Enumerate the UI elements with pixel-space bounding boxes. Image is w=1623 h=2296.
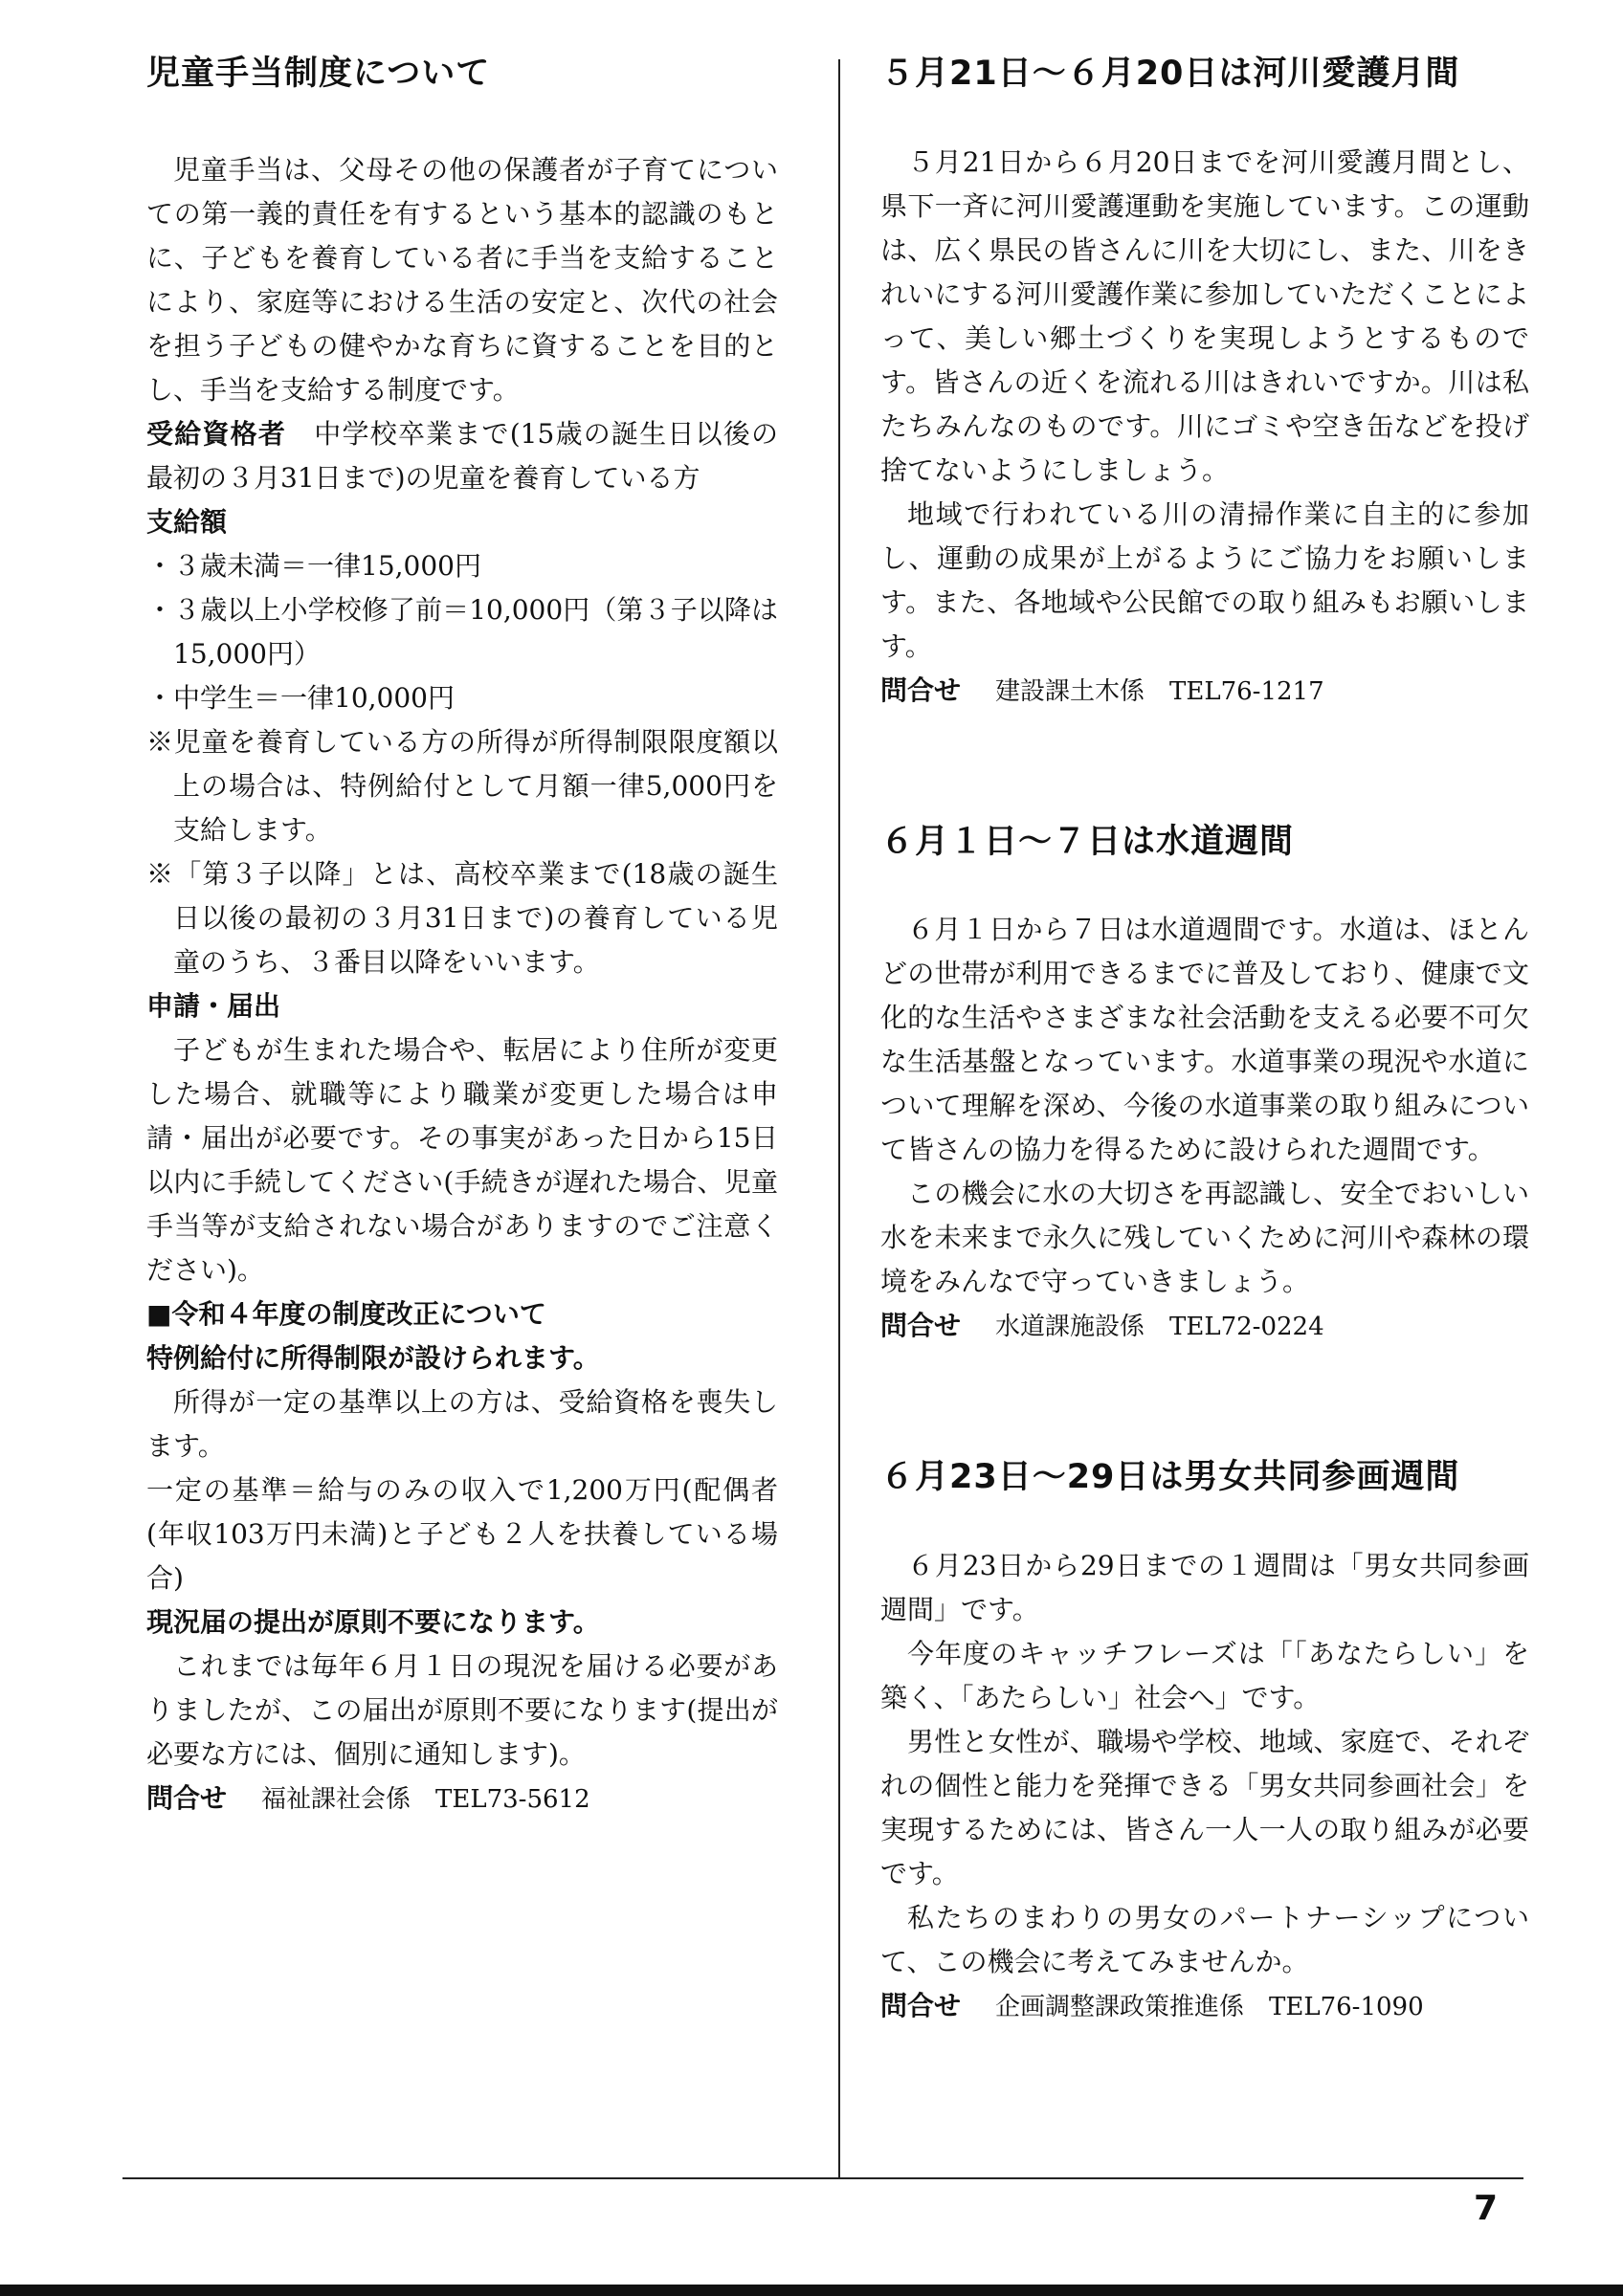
right-column [880, 53, 1529, 2136]
amount-item: ・３歳以上小学校修了前＝10,000円（第３子以降は15,000円） [146, 593, 778, 670]
contact-label: 問合せ [880, 1989, 962, 2021]
water-week-section [880, 821, 1529, 1350]
water-week-title: ６月１日～７日は水道週間 [880, 822, 1295, 861]
contact-label: 問合せ [880, 673, 962, 706]
page-number: 7 [1474, 2189, 1499, 2228]
section-paragraph: ５月21日から６月20日までを河川愛護月間とし、県下一斉に河川愛護運動を実施しています。この運動は、広く県民の皆さんに川を大切にし、また、川をきれいにする河川愛護作業に参加していただくことによって、美しい郷土づくりを実現しようとするものです。皆さんの近くを流れる川はきれいですか。川は私たちみんなのものです。川にゴミや空き缶などを投げ捨てないようにしましょう。 [880, 145, 1529, 486]
contact-line [880, 1304, 1529, 1349]
scan-edge [0, 2285, 1623, 2296]
contact-text: 企画調整課政策推進係 TEL76-1090 [995, 1992, 1424, 2021]
reform-text: 所得が一定の基準以上の方は、受給資格を喪失します。 [146, 1385, 778, 1462]
eligibility-label: 受給資格者 [146, 417, 287, 450]
contact-line [146, 1777, 778, 1821]
child-allowance-intro: 児童手当は、父母その他の保護者が子育てについての第一義的責任を有するという基本的認識のもとに、子どもを養育している者に手当を支給することにより、家庭等における生活の安定と、次代の社会を担う子どもの健やかな育ちに資することを目的とし、手当を支給する制度です。 [146, 153, 778, 406]
amount-label: 支給額 [146, 505, 228, 538]
eligibility-paragraph [146, 412, 778, 500]
reform-text: これまでは毎年６月１日の現況を届ける必要がありましたが、この届出が原則不要になります(提出が必要な方には、個別に通知します)。 [146, 1649, 778, 1770]
contact-text: 福祉課社会係 TEL73-5612 [261, 1784, 590, 1814]
section-paragraph: 今年度のキャッチフレーズは「「あなたらしい」を築く、「あたらしい」社会へ」です。 [880, 1637, 1529, 1713]
footer-rule [122, 2177, 1523, 2179]
section-paragraph: ６月23日から29日までの１週間は「男女共同参画週間」です。 [880, 1549, 1529, 1625]
section-paragraph: この機会に水の大切さを再認識し、安全でおいしい水を未来まで永久に残していくために河川や森林の環境をみんなで守っていきましょう。 [880, 1178, 1529, 1297]
river-month-title: ５月21日～６月20日は河川愛護月間 [880, 55, 1460, 93]
reform-text: 一定の基準＝給与のみの収入で1,200万円(配偶者(年収103万円未満)と子ども２人を扶養している場合) [146, 1473, 778, 1594]
left-column [146, 53, 778, 1821]
contact-label: 問合せ [880, 1310, 962, 1341]
section-paragraph: 地域で行われている川の清掃作業に自主的に参加し、運動の成果が上がるようにご協力をお願いします。また、各地域や公民館での取り組みもお願いします。 [880, 497, 1529, 662]
gender-equality-week-title: ６月23日～29日は男女共同参画週間 [880, 1458, 1460, 1496]
contact-line [880, 669, 1529, 714]
reform-subheading-income-limit: 特例給付に所得制限が設けられます。 [146, 1341, 600, 1374]
reform-subheading-status-report: 現況届の提出が原則不要になります。 [146, 1605, 600, 1638]
section-paragraph: 男性と女性が、職場や学校、地域、家庭で、それぞれの個性と能力を発揮できる「男女共同参画社会」を実現するためには、皆さん一人一人の取り組みが必要です。 [880, 1725, 1529, 1889]
amount-item: ・中学生＝一律10,000円 [146, 681, 455, 714]
section-paragraph: 私たちのまわりの男女のパートナーシップについて、この機会に考えてみませんか。 [880, 1901, 1529, 1977]
section-paragraph: ６月１日から７日は水道週間です。水道は、ほとんどの世帯が利用できるまでに普及しており、健康で文化的な生活やさまざまな社会活動を支える必要不可欠な生活基盤となっています。水道事業の現況や水道について理解を深め、今後の水道事業の取り組みについて皆さんの協力を得るために設けられた週間です。 [880, 914, 1529, 1165]
river-month-section [880, 53, 1529, 714]
amount-item: ・３歳未満＝一律15,000円 [146, 549, 481, 582]
eligibility-text: 中学校卒業まで(15歳の誕生日以後の最初の３月31日まで)の児童を養育している方 [146, 417, 778, 494]
child-allowance-title: 児童手当制度について [146, 55, 491, 93]
contact-text: 水道課施設係 TEL72-0224 [995, 1313, 1324, 1341]
application-label: 申請・届出 [146, 989, 281, 1022]
column-divider [838, 59, 840, 2178]
contact-line [880, 1984, 1529, 2029]
contact-label: 問合せ [146, 1781, 228, 1814]
note-item: ※児童を養育している方の所得が所得制限限度額以上の場合は、特例給付として月額一律5,000円を支給します。 [146, 725, 778, 846]
gender-equality-week-section [880, 1456, 1529, 2029]
reform-heading: ■令和４年度の制度改正について [146, 1297, 546, 1330]
contact-text: 建設課土木係 TEL76-1217 [995, 676, 1324, 706]
note-item: ※「第３子以降」とは、高校卒業まで(18歳の誕生日以後の最初の３月31日まで)の養育している児童のうち、３番目以降をいいます。 [146, 857, 778, 978]
application-text: 子どもが生まれた場合や、転居により住所が変更した場合、就職等により職業が変更した場合は申請・届出が必要です。その事実があった日から15日以内に手続してください(手続きが遅れた場合、児童手当等が支給されない場合がありますのでご注意ください)。 [146, 1033, 778, 1286]
